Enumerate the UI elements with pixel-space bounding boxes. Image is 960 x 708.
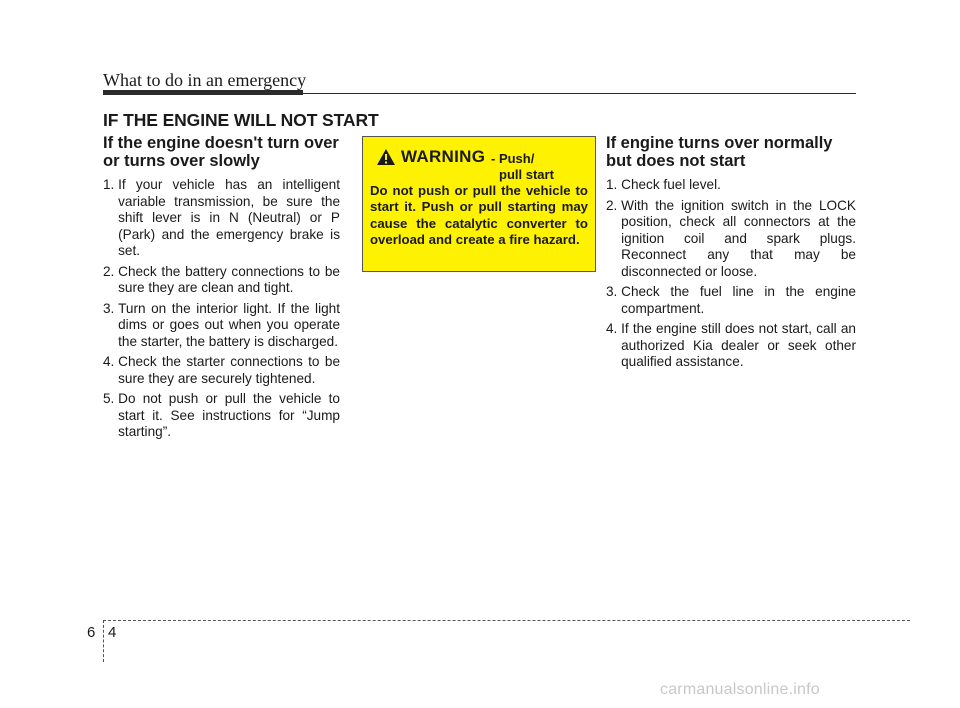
step-number: 5. [103, 391, 119, 406]
right-column-heading: If engine turns over normally but does not start [606, 134, 833, 170]
right-steps-list [606, 177, 856, 371]
left-column [103, 134, 340, 445]
step-text: Check fuel level. [621, 177, 721, 192]
page-number-divider [103, 620, 104, 662]
header-rule-thin [303, 93, 856, 94]
step-number: 3. [606, 284, 622, 299]
footer-rule [103, 620, 910, 621]
chapter-header: What to do in an emergency [103, 70, 307, 90]
warning-title: WARNING [401, 147, 486, 166]
step-number: 1. [103, 177, 119, 192]
list-item [103, 301, 340, 351]
step-number: 4. [103, 354, 119, 369]
step-number: 3. [103, 300, 119, 316]
list-item [103, 177, 340, 260]
step-text: Check the battery connections to be sure they are clean and tight. [118, 263, 340, 295]
step-text: If the engine still does not start, call an authorized Kia dealer or seek other qualified assistance. [621, 321, 856, 369]
step-text: Check the fuel line in the engine compartment. [621, 284, 856, 316]
warning-body: Do not push or pull the vehicle to start it. Push or pull starting may cause the catalytic converter to overload and create a fire hazard. [370, 183, 588, 248]
step-text: With the ignition switch in the LOCK position, check all connectors at the ignition coil and spark plugs. Reconnect any that may be disconnected or loose. [621, 197, 856, 279]
step-text: Check the starter connections to be sure they are securely tightened. [118, 354, 340, 386]
warning-box [362, 136, 596, 272]
section-title: IF THE ENGINE WILL NOT START [103, 110, 379, 130]
step-number: 1. [606, 177, 622, 192]
step-number: 2. [606, 197, 622, 213]
warning-triangle-icon [376, 148, 396, 166]
list-item [103, 264, 340, 297]
step-text: Do not push or pull the vehicle to start it. See instructions for “Jump starting”. [118, 391, 340, 439]
list-item [606, 177, 856, 194]
warning-subtitle-line1: - Push/ [491, 151, 535, 166]
watermark: carmanualsonline.info [660, 681, 820, 698]
chapter-number: 6 [87, 624, 96, 641]
list-item [606, 321, 856, 371]
left-column-heading: If the engine doesn't turn over or turns over slowly [103, 134, 339, 170]
list-item [103, 354, 340, 387]
step-text: Turn on the interior light. If the light dims or goes out when you operate the starter, the battery is discharged. [118, 300, 340, 349]
step-number: 2. [103, 263, 119, 279]
list-item [606, 198, 856, 281]
header-rule-thick [103, 90, 303, 95]
right-column [606, 134, 856, 375]
left-steps-list [103, 177, 340, 441]
warning-subtitle-line2: pull start [499, 167, 554, 182]
page-number: 4 [108, 624, 117, 641]
list-item [606, 284, 856, 317]
list-item [103, 391, 340, 441]
step-text: If your vehicle has an intelligent variable transmission, be sure the shift lever is in N (Neutral) or P (Park) and the emergency brake is set. [118, 177, 340, 258]
step-number: 4. [606, 321, 622, 336]
warning-header [370, 143, 588, 183]
